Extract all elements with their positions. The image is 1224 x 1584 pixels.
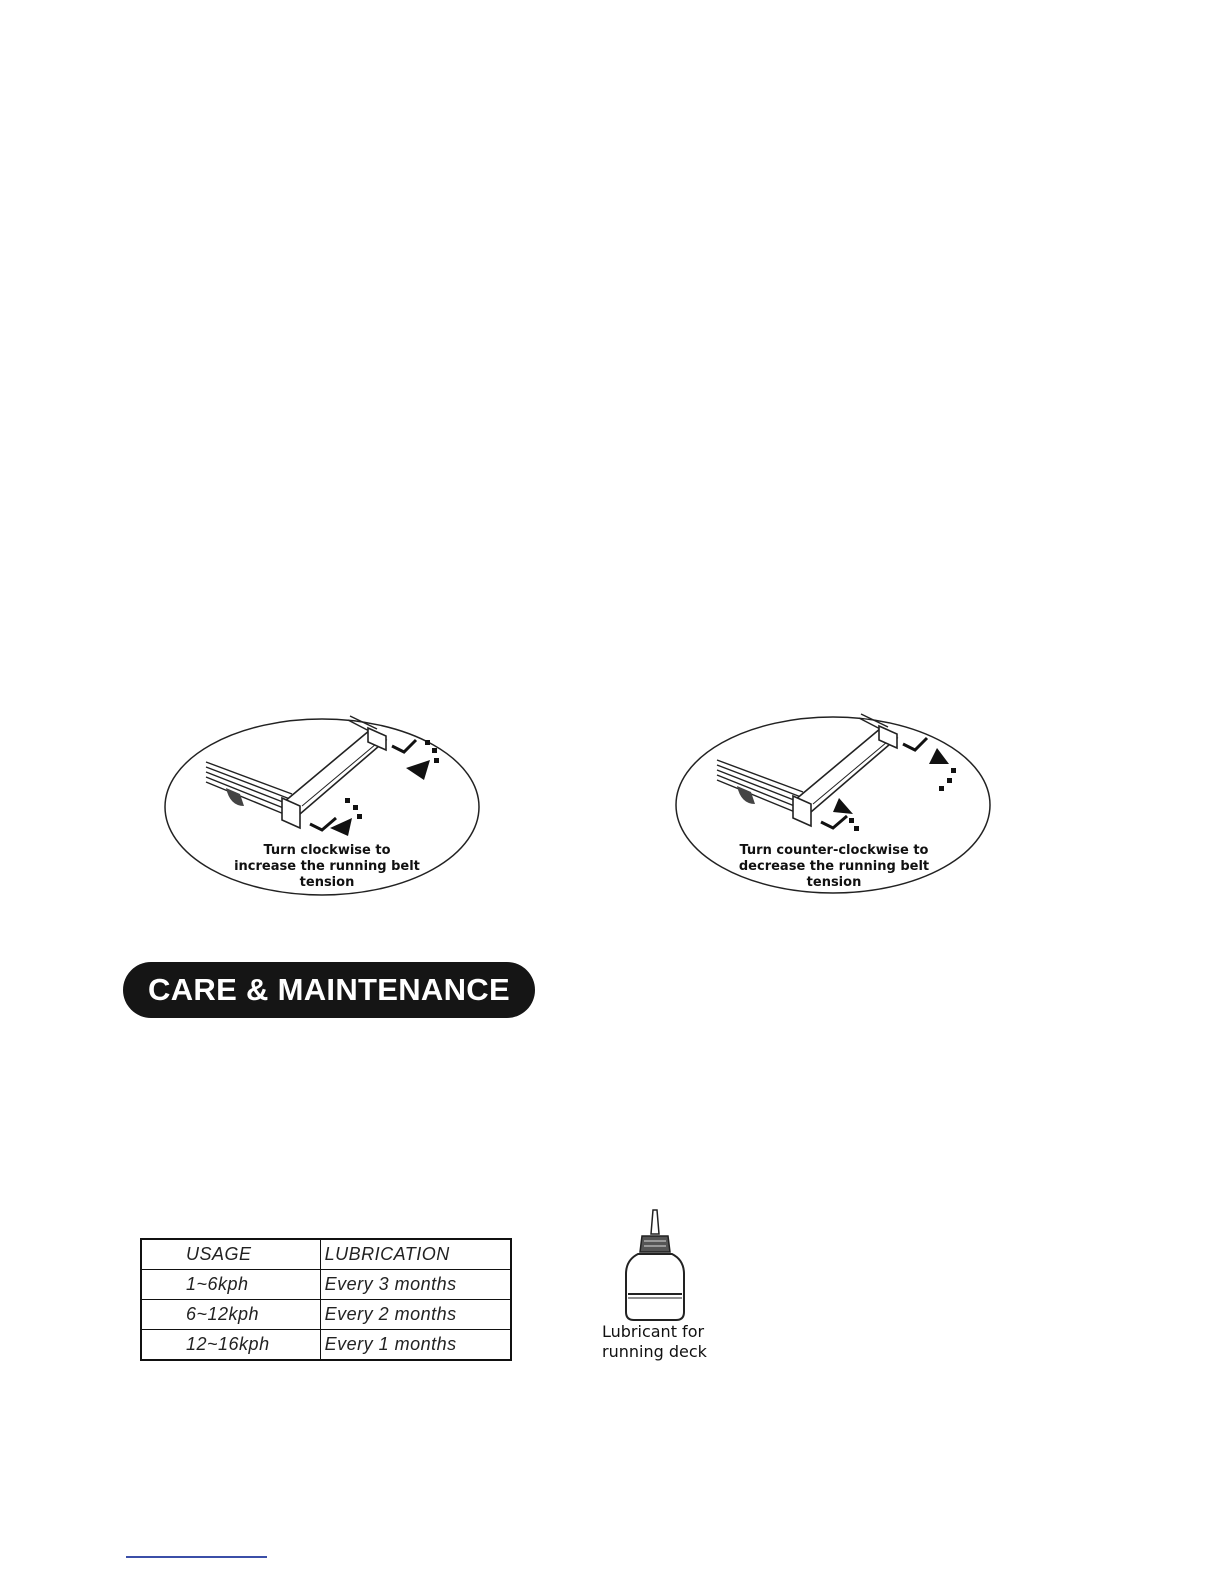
caption-line: Turn counter-clockwise to xyxy=(739,843,929,858)
section-banner xyxy=(123,962,535,1018)
bottle-label-line: Lubricant for xyxy=(602,1322,705,1341)
table-row xyxy=(141,1270,511,1300)
table-header-lubrication: LUBRICATION xyxy=(320,1239,511,1270)
section-banner-label: CARE & MAINTENANCE xyxy=(148,972,510,1007)
table-cell: Every 2 months xyxy=(320,1300,511,1330)
caption-line: decrease the running belt xyxy=(738,859,930,874)
caption-line: Turn clockwise to xyxy=(263,843,391,858)
table-cell: 6~12kph xyxy=(141,1300,320,1330)
footer-divider xyxy=(126,1556,267,1558)
table-row xyxy=(141,1300,511,1330)
lubricant-bottle-icon xyxy=(620,1208,690,1329)
bottle-label-line: running deck xyxy=(602,1342,707,1361)
table-header-usage: USAGE xyxy=(141,1239,320,1270)
bottle-label xyxy=(602,1322,732,1362)
table-cell: 12~16kph xyxy=(141,1330,320,1361)
figure-caption-clockwise xyxy=(218,843,436,891)
table-cell: Every 3 months xyxy=(320,1270,511,1300)
table-header-row xyxy=(141,1239,511,1270)
table-cell: 1~6kph xyxy=(141,1270,320,1300)
figure-caption-counter-clockwise xyxy=(724,843,944,891)
caption-line: tension xyxy=(806,875,862,890)
caption-line: increase the running belt xyxy=(234,859,420,874)
lubrication-schedule-table xyxy=(140,1238,512,1361)
table-row xyxy=(141,1330,511,1361)
caption-line: tension xyxy=(299,875,355,890)
table-cell: Every 1 months xyxy=(320,1330,511,1361)
